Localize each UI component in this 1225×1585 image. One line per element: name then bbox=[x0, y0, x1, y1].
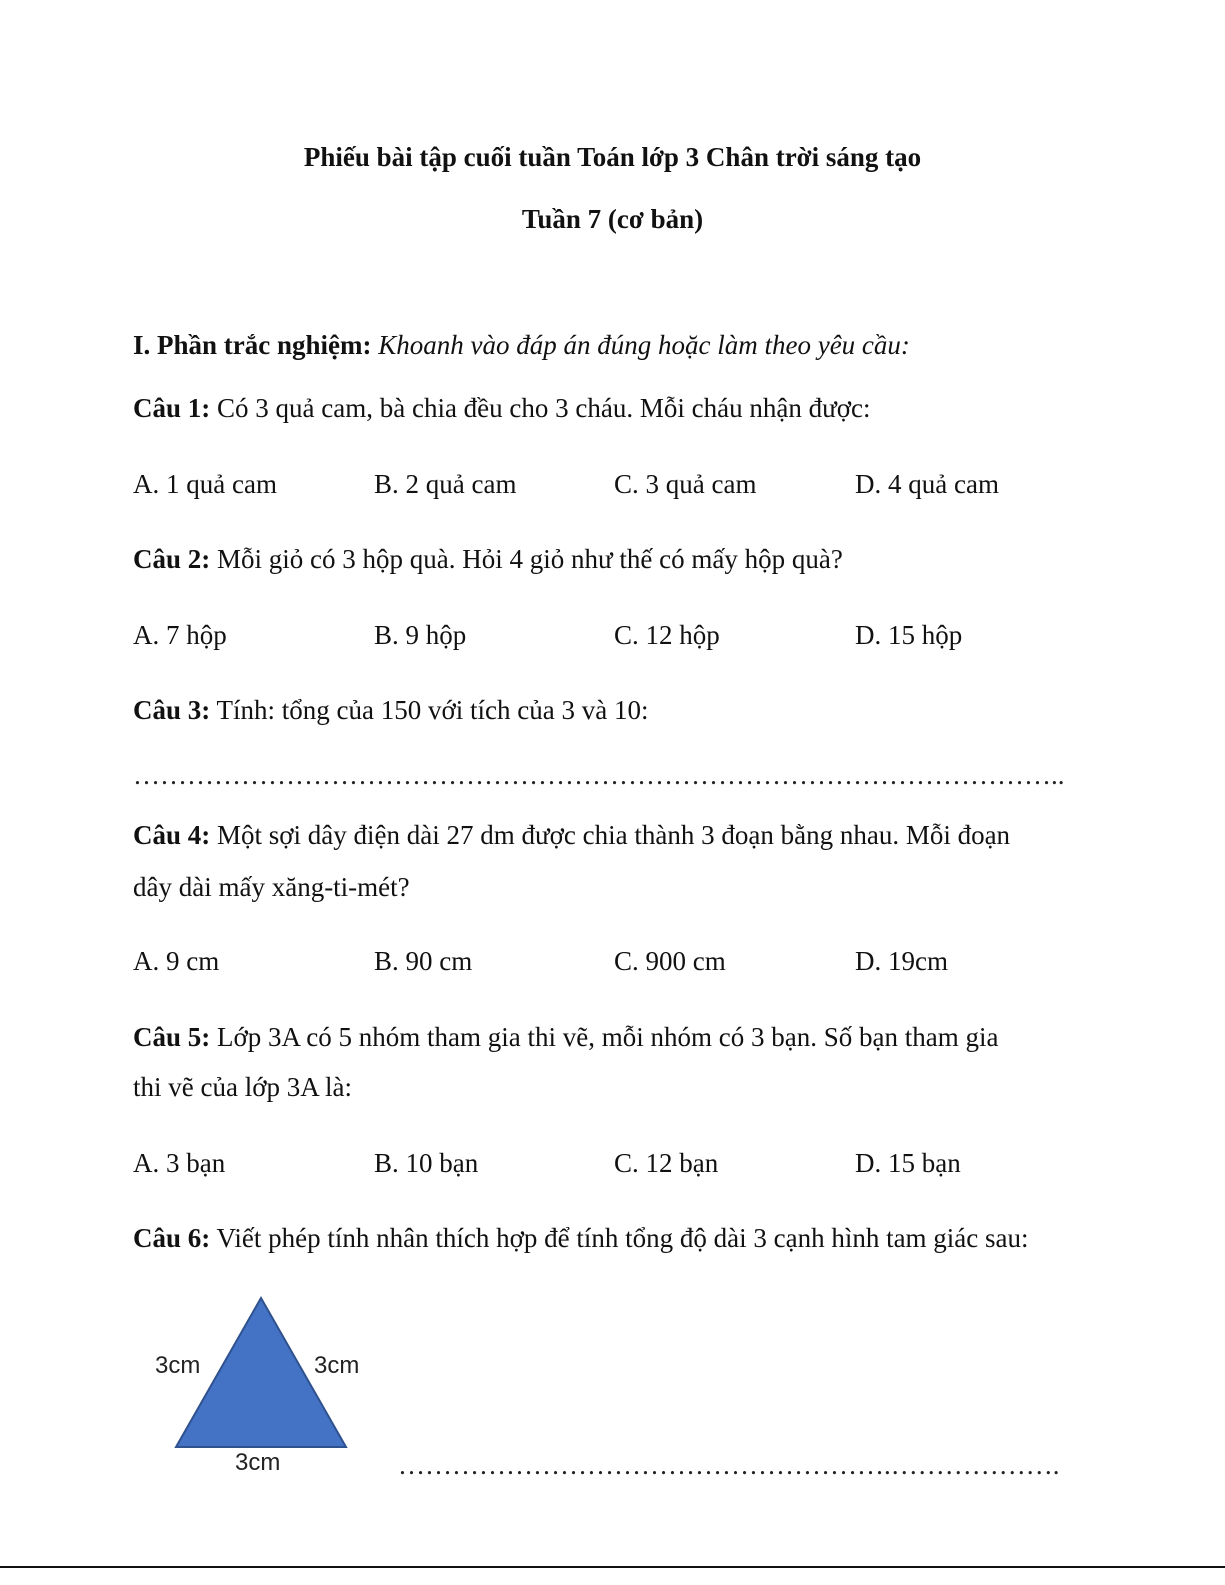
triangle-figure bbox=[150, 1290, 380, 1490]
triangle-left-side-label: 3cm bbox=[155, 1352, 201, 1379]
section-label: I. Phần trắc nghiệm: bbox=[133, 330, 372, 360]
page-subtitle: Tuần 7 (cơ bản) bbox=[521, 204, 704, 234]
q2-option-a[interactable]: A. 7 hộp bbox=[133, 620, 227, 650]
page-bottom-border bbox=[0, 1566, 1225, 1568]
section-heading bbox=[133, 330, 910, 361]
q5-option-c[interactable]: C. 12 bạn bbox=[614, 1148, 719, 1178]
q1-option-d[interactable]: D. 4 quả cam bbox=[855, 469, 999, 499]
q2-option-d[interactable]: D. 15 hộp bbox=[855, 620, 963, 650]
question-6 bbox=[133, 1223, 1029, 1254]
q4-option-b[interactable]: B. 90 cm bbox=[374, 946, 473, 976]
q4-option-c[interactable]: C. 900 cm bbox=[614, 946, 726, 976]
question-text: Viết phép tính nhân thích hợp để tính tổng độ dài 3 cạnh hình tam giác sau: bbox=[210, 1223, 1029, 1253]
question-label: Câu 4: bbox=[133, 820, 211, 850]
q1-option-b[interactable]: B. 2 quả cam bbox=[374, 469, 517, 499]
triangle-base-label: 3cm bbox=[235, 1449, 281, 1476]
question-3 bbox=[133, 695, 648, 726]
q4-option-d[interactable]: D. 19cm bbox=[855, 946, 948, 976]
q2-option-c[interactable]: C. 12 hộp bbox=[614, 620, 720, 650]
question-5 bbox=[133, 1022, 998, 1053]
question-4-continued: dây dài mấy xăng-ti-mét? bbox=[133, 872, 410, 902]
question-2 bbox=[133, 544, 843, 575]
q5-option-b[interactable]: B. 10 bạn bbox=[374, 1148, 479, 1178]
question-1 bbox=[133, 393, 870, 424]
question-text: Một sợi dây điện dài 27 dm được chia thành 3 đoạn bằng nhau. Mỗi đoạn bbox=[210, 820, 1011, 850]
section-instruction: Khoanh vào đáp án đúng hoặc làm theo yêu cầu: bbox=[378, 330, 910, 360]
question-label: Câu 2: bbox=[133, 544, 211, 574]
q2-option-b[interactable]: B. 9 hộp bbox=[374, 620, 467, 650]
question-label: Câu 1: bbox=[133, 393, 211, 423]
question-4 bbox=[133, 820, 1010, 851]
question-text: Mỗi giỏ có 3 hộp quà. Hỏi 4 giỏ như thế có mấy hộp quà? bbox=[210, 544, 843, 574]
question-5-continued: thi vẽ của lớp 3A là: bbox=[133, 1072, 352, 1102]
q1-option-c[interactable]: C. 3 quả cam bbox=[614, 469, 757, 499]
question-label: Câu 5: bbox=[133, 1022, 211, 1052]
q6-answer-line[interactable]: ……………………………………………….………………. bbox=[398, 1450, 1060, 1480]
triangle-svg bbox=[150, 1290, 380, 1490]
question-label: Câu 6: bbox=[133, 1223, 211, 1253]
q3-answer-line[interactable]: ………………………………………………………………………………………….. bbox=[133, 760, 1065, 790]
question-text: Lớp 3A có 5 nhóm tham gia thi vẽ, mỗi nhóm có 3 bạn. Số bạn tham gia bbox=[210, 1022, 999, 1052]
q1-option-a[interactable]: A. 1 quả cam bbox=[133, 469, 277, 499]
q5-option-a[interactable]: A. 3 bạn bbox=[133, 1148, 226, 1178]
question-text: Có 3 quả cam, bà chia đều cho 3 cháu. Mỗi cháu nhận được: bbox=[210, 393, 871, 423]
q5-option-d[interactable]: D. 15 bạn bbox=[855, 1148, 961, 1178]
question-text: Tính: tổng của 150 với tích của 3 và 10: bbox=[210, 695, 649, 725]
triangle-right-side-label: 3cm bbox=[314, 1352, 360, 1379]
q4-option-a[interactable]: A. 9 cm bbox=[133, 946, 220, 976]
question-label: Câu 3: bbox=[133, 695, 211, 725]
page-title: Phiếu bài tập cuối tuần Toán lớp 3 Chân trời sáng tạo bbox=[303, 142, 922, 172]
